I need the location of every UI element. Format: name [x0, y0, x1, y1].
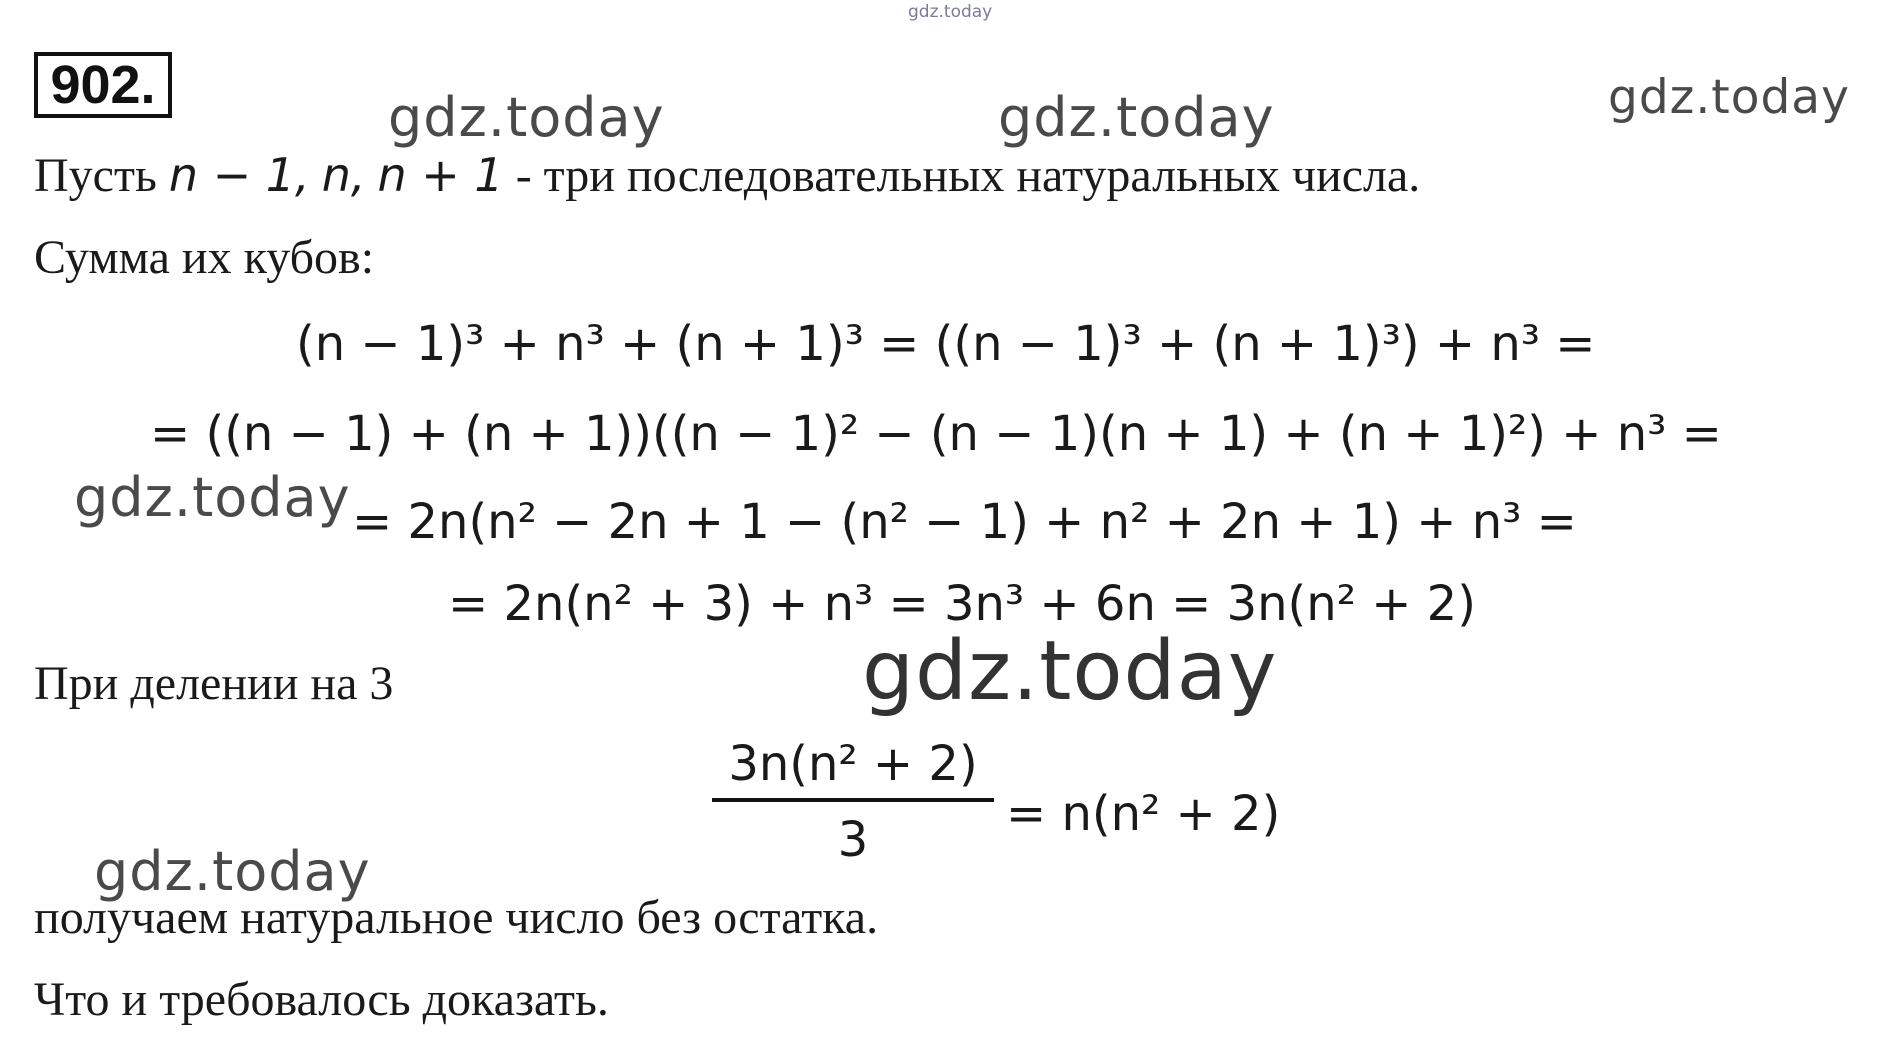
watermark: gdz.today [94, 840, 371, 903]
fraction-result: = n(n² + 2) [1006, 786, 1281, 842]
intro-suffix: - три последовательных натуральных числа. [515, 149, 1421, 202]
qed-line: Что и требовалось доказать. [34, 973, 609, 1026]
equation-line-2: = ((n − 1) + (n + 1))((n − 1)² − (n − 1)(n + 1) + (n + 1)²) + n³ = [150, 406, 1722, 462]
watermark-small: gdz.today [908, 2, 993, 22]
watermark: gdz.today [388, 86, 665, 149]
division-label: При делении на 3 [34, 657, 394, 710]
fraction-numerator: 3n(n² + 2) [728, 736, 978, 792]
fraction-bar [712, 798, 994, 802]
fraction [712, 736, 994, 868]
equation-line-3: = 2n(n² − 2n + 1 − (n² − 1) + n² + 2n + 1) + n³ = [352, 494, 1577, 550]
sum-of-cubes-label: Сумма их кубов: [34, 231, 375, 284]
watermark: gdz.today [74, 466, 351, 529]
math-n-plus-1: n + 1 [377, 148, 504, 202]
equation-line-4: = 2n(n² + 3) + n³ = 3n³ + 6n = 3n(n² + 2) [448, 576, 1476, 632]
result-line: получаем натуральное число без остатка. [34, 891, 879, 944]
equation-line-1: (n − 1)³ + n³ + (n + 1)³ = ((n − 1)³ + (n + 1)³) + n³ = [296, 316, 1596, 372]
problem-number: 902. [34, 52, 172, 118]
intro-prefix: Пусть [34, 149, 169, 202]
fraction-denominator: 3 [837, 812, 869, 868]
watermark: gdz.today [1608, 70, 1850, 125]
intro-line [34, 148, 1420, 203]
watermark: gdz.today [998, 86, 1275, 149]
watermark-large: gdz.today [862, 624, 1278, 719]
math-n: n, [321, 148, 366, 202]
math-n-minus-1: n − 1, [168, 148, 310, 202]
